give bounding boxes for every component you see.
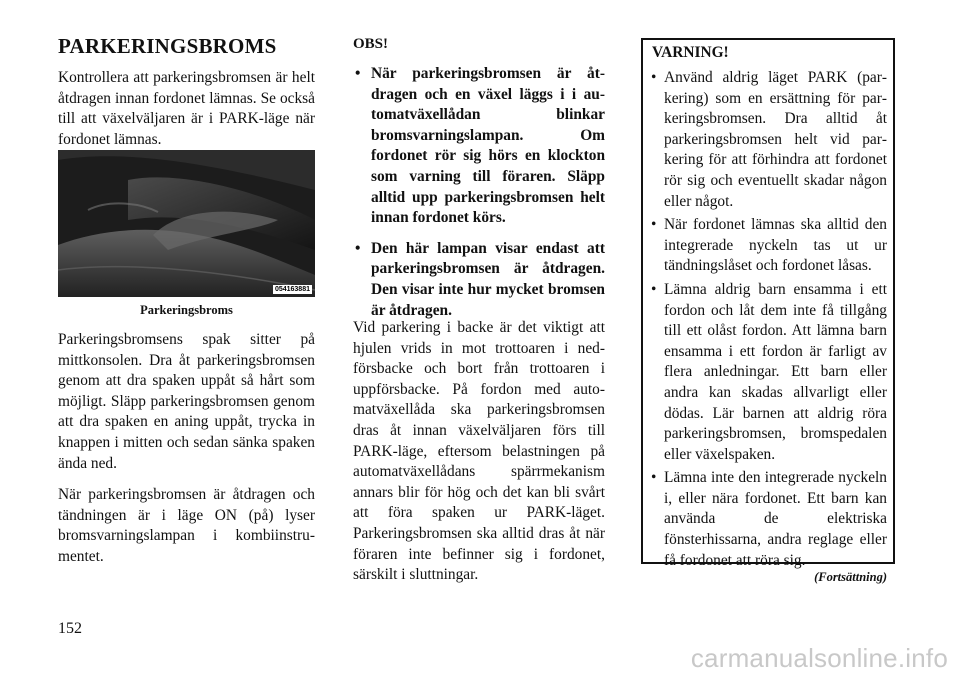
bullet-icon: • — [355, 239, 361, 257]
image-id-label: 054163881 — [274, 286, 310, 293]
warning-item: • Lämna inte den integrerade nyckeln i, eller nära fordonet. Ett barn kan använda de elektriska fönsterhissarna, andra reglage eller få fordonet att röra sig. — [651, 469, 887, 569]
warning-list — [651, 68, 887, 574]
warning-heading: VARNING! — [652, 44, 729, 61]
indicator-paragraph: När parkeringsbromsen är åtdragen och tändningen är i läge ON (på) lyser bromsvarningslampan i kombiinstrumentet. — [58, 486, 315, 565]
note-heading: OBS! — [353, 36, 389, 52]
note-list — [353, 64, 605, 331]
note-item: • När parkeringsbromsen är åtdragen och en växel läggs i i automatväxellådan blinkar bromsvarningslampan. Om fordonet rör sig hörs en klockton som varning till föraren. Släpp alltid upp parkeringsbromsen helt innan fordonet körs. — [355, 65, 605, 227]
lever-paragraph: Parkeringsbromsens spak sitter på mittkonsolen. Dra åt parkeringsbromsen genom att dra spaken uppåt så hårt som möjligt. Släpp parkeringsbromsen genom att dra spaken en aning uppåt, trycka in knappen i mitten och sedan sänka spaken ända ned. — [58, 331, 315, 472]
warning-item: • Lämna aldrig barn ensamma i ett fordon och låt dem inte få tillgång till ett olåst fordon. Att lämna barn ensamma i ett fordon är farligt av flera anledningar. Ett barn eller andra kan skadas allvarligt eller dödas. Lär barnen att aldrig röra parkeringsbromsen, bromspedalen eller växelspaken. — [651, 280, 887, 463]
parking-brake-photo — [58, 150, 315, 297]
bullet-icon: • — [651, 469, 657, 487]
bullet-icon: • — [651, 69, 657, 86]
page-number: 152 — [58, 620, 82, 637]
note-item: • Den här lampan visar endast att parkeringsbromsen är åtdragen. Den visar inte hur mycket bromsen är åtdragen. — [355, 239, 605, 319]
bullet-icon: • — [651, 280, 657, 298]
figure-caption: Parkeringsbroms — [140, 303, 233, 317]
bullet-icon: • — [651, 216, 657, 234]
warning-item: • Använd aldrig läget PARK (parkering) som en ersättning för parkeringsbromsen. Dra alltid åt parkeringsbromsen helt vid parkering för att förhindra att fordonet rör sig och eventuellt skadar någon eller något. — [651, 69, 887, 210]
bullet-icon: • — [355, 65, 361, 82]
warning-item: • När fordonet lämnas ska alltid den integrerade nyckeln tas ut ur tändningslåset och fordonet låsas. — [651, 216, 887, 275]
section-heading: PARKERINGSBROMS — [58, 34, 277, 58]
intro-paragraph: Kontrollera att parkeringsbromsen är helt åtdragen innan fordonet lämnas. Se också till att växelväljaren är i PARK-läge när fordonet lämnas. — [58, 69, 315, 148]
warning-box — [641, 38, 895, 569]
console-illustration — [58, 150, 315, 297]
hill-parking-paragraph: Vid parkering i backe är det viktigt att hjulen vrids in mot trottoaren i nedförsbacke och bort från trottoaren i uppförsbacke. På fordon med automatväxellåda ska parkeringsbromsen dras åt innan växelväljaren förs till PARK-läge, eftersom belastningen på automatväxellådans spärrmekanism annars blir för hög och det kan bli svårt att föra spaken ur PARK-läget. Parkeringsbromsen ska alltid dras åt när föraren inte befinner sig i fordonet, särskilt i sluttningar. — [353, 319, 605, 584]
continued-label: (Fortsättning) — [814, 570, 887, 584]
watermark: carmanualsonline.info — [690, 643, 948, 673]
